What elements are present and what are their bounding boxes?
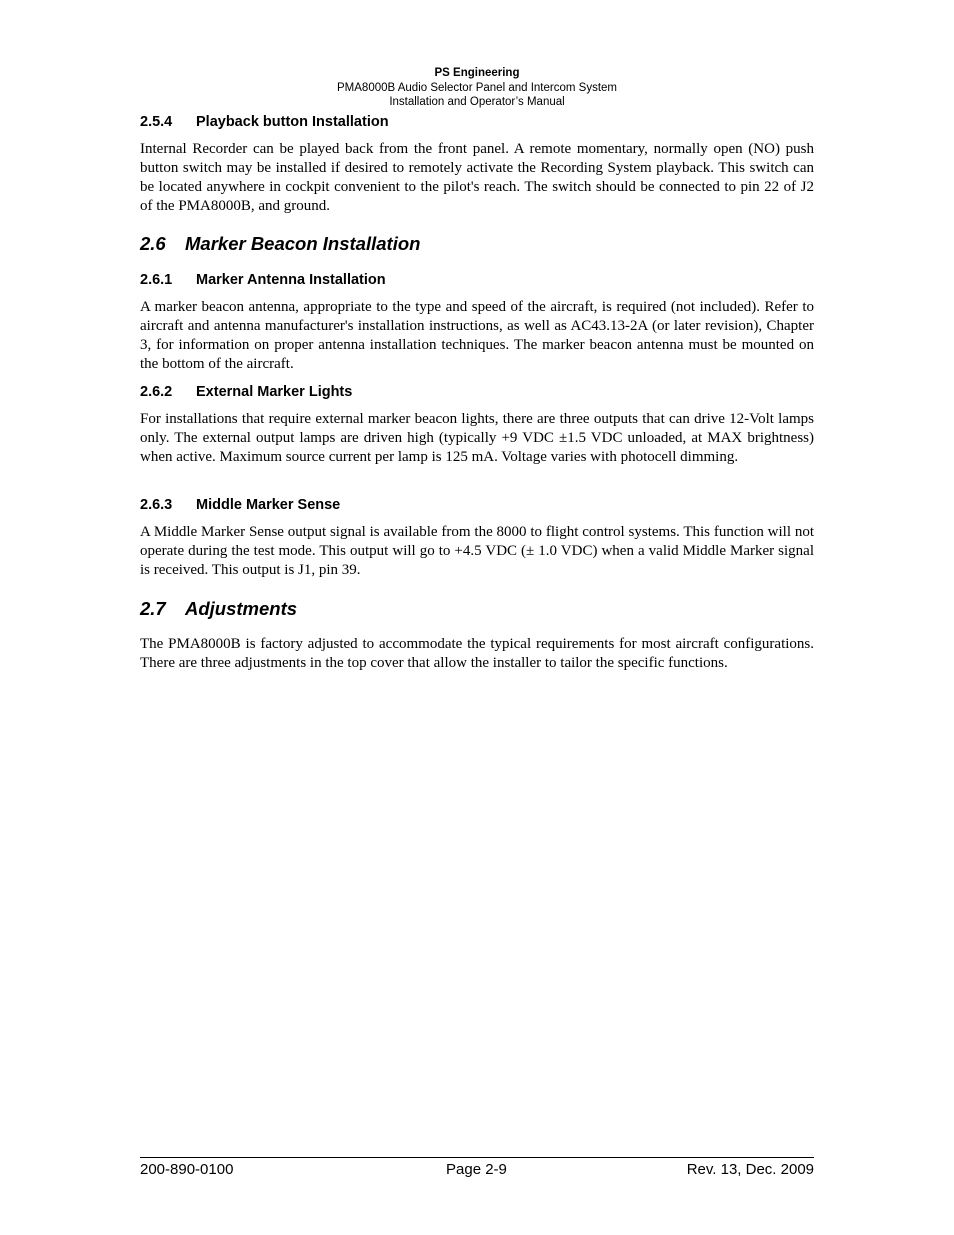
header-manual: Installation and Operator’s Manual (389, 96, 565, 108)
heading-title: Playback button Installation (196, 114, 389, 130)
heading-title: Middle Marker Sense (196, 497, 341, 513)
heading-number: 2.7 (140, 598, 166, 619)
heading-number: 2.6.3 (140, 497, 173, 513)
heading-title: Marker Antenna Installation (196, 272, 386, 288)
heading-title: Adjustments (185, 598, 298, 619)
heading-2-6 (140, 233, 420, 255)
paragraph-playback: Internal Recorder can be played back from the front panel. A remote momentary, normally open (NO) push button switch may be installed if desired to remotely activate the Recording System playback. This switch can be located anywhere in cockpit convenient to the pilot's reach. The switch should be connected to pin 22 of J2 of the PMA8000B, and ground. (140, 141, 814, 214)
paragraph-middle-marker-sense: A Middle Marker Sense output signal is available from the 8000 to flight control systems. This function will not operate during the test mode. This output will go to +4.5 VDC (± 1.0 VDC) when a valid Middle Marker signal is received. This output is J1, pin 39. (140, 524, 814, 578)
heading-title: Marker Beacon Installation (185, 233, 421, 254)
header-product: PMA8000B Audio Selector Panel and Intercom System (337, 82, 617, 94)
heading-number: 2.6.1 (140, 272, 173, 288)
heading-2-7 (140, 598, 297, 620)
heading-2-6-3 (140, 496, 340, 514)
paragraph-adjustments: The PMA8000B is factory adjusted to accommodate the typical requirements for most aircraft configurations. There are three adjustments in the top cover that allow the installer to tailor the specific functions. (140, 636, 814, 671)
footer-page-number: Page 2-9 (446, 1161, 507, 1178)
heading-number: 2.5.4 (140, 114, 173, 130)
heading-number: 2.6 (140, 233, 166, 254)
paragraph-external-marker-lights: For installations that require external marker beacon lights, there are three outputs that can drive 12-Volt lamps only. The external output lamps are driven high (typically +9 VDC ±1.5 VDC unloaded, at MAX brightness) when active. Maximum source current per lamp is 125 mA. Voltage varies with photocell dimming. (140, 411, 814, 465)
heading-2-6-1 (140, 271, 386, 289)
header-company: PS Engineering (434, 67, 520, 79)
heading-2-5-4 (140, 113, 389, 131)
heading-title: External Marker Lights (196, 384, 353, 400)
footer-revision: Rev. 13, Dec. 2009 (686, 1161, 814, 1178)
heading-number: 2.6.2 (140, 384, 173, 400)
heading-2-6-2 (140, 383, 352, 401)
paragraph-marker-antenna: A marker beacon antenna, appropriate to the type and speed of the aircraft, is required (not included). Refer to aircraft and antenna manufacturer's installation instructions, as well as AC43.13-2A (or later revision), Chapter 3, for information on proper antenna installation techniques. The marker beacon antenna must be mounted on the bottom of the aircraft. (140, 299, 814, 372)
footer-divider (140, 1157, 814, 1158)
footer-doc-number: 200-890-0100 (140, 1161, 234, 1178)
